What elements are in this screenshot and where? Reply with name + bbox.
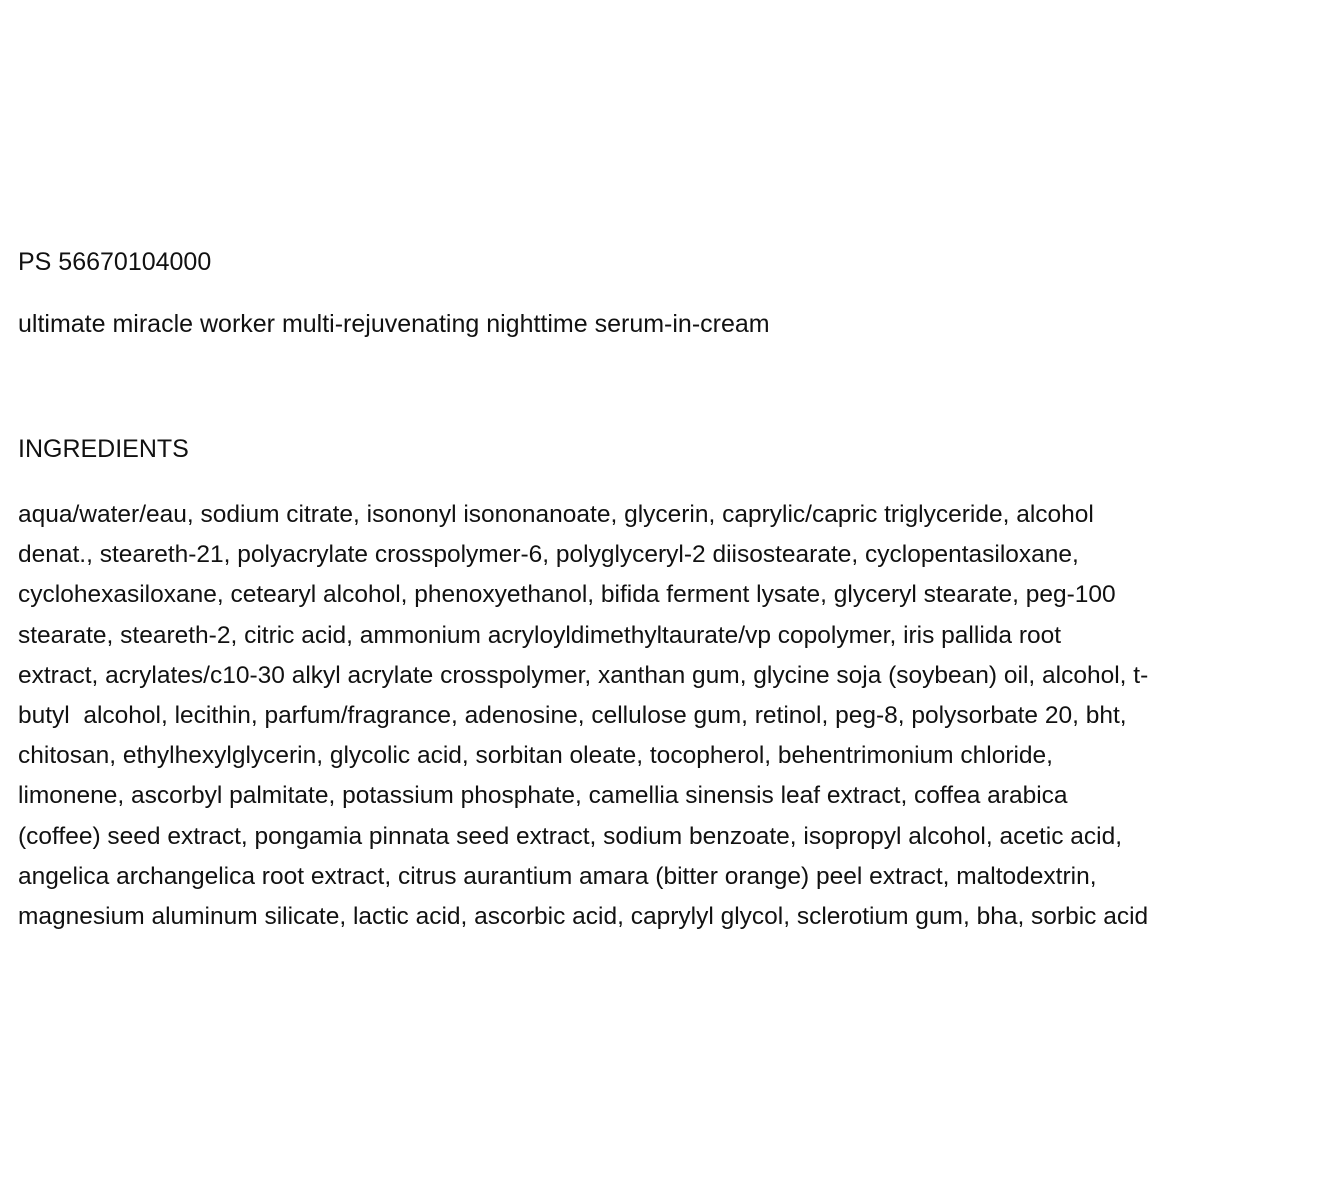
- ingredients-list: [18, 495, 1318, 937]
- ingredients-line: stearate, steareth-2, citric acid, ammonium acryloyldimethyltaurate/vp copolymer, iris pallida root: [18, 621, 1062, 649]
- ingredients-line: cyclohexasiloxane, cetearyl alcohol, phenoxyethanol, bifida ferment lysate, glyceryl stearate, peg-100: [18, 581, 1116, 609]
- ingredients-line: chitosan, ethylhexylglycerin, glycolic acid, sorbitan oleate, tocopherol, behentrimonium chloride,: [18, 742, 1053, 770]
- product-code: PS 56670104000: [18, 248, 212, 276]
- ingredients-line: aqua/water/eau, sodium citrate, isononyl isononanoate, glycerin, caprylic/capric triglyceride, alcohol: [18, 501, 1094, 528]
- product-name: ultimate miracle worker multi-rejuvenating nighttime serum-in-cream: [18, 310, 770, 338]
- ingredients-line: extract, acrylates/c10-30 alkyl acrylate crosspolymer, xanthan gum, glycine soja (soybean) oil, alcohol, t-: [18, 661, 1149, 689]
- ingredients-line: angelica archangelica root extract, citrus aurantium amara (bitter orange) peel extract, maltodextrin,: [18, 862, 1097, 890]
- ingredients-line: magnesium aluminum silicate, lactic acid, ascorbic acid, caprylyl glycol, sclerotium gum, bha, sorbic acid: [18, 902, 1149, 930]
- ingredients-line: limonene, ascorbyl palmitate, potassium phosphate, camellia sinensis leaf extract, coffea arabica: [18, 782, 1068, 810]
- ingredients-line: butyl alcohol, lecithin, parfum/fragrance, adenosine, cellulose gum, retinol, peg-8, polysorbate 20, bht,: [18, 701, 1127, 729]
- ingredients-line: denat., steareth-21, polyacrylate crosspolymer-6, polyglyceryl-2 diisostearate, cyclopentasiloxane,: [18, 541, 1079, 569]
- ingredients-line: (coffee) seed extract, pongamia pinnata seed extract, sodium benzoate, isopropyl alcohol, acetic acid,: [18, 822, 1123, 850]
- ingredients-heading: INGREDIENTS: [18, 435, 189, 463]
